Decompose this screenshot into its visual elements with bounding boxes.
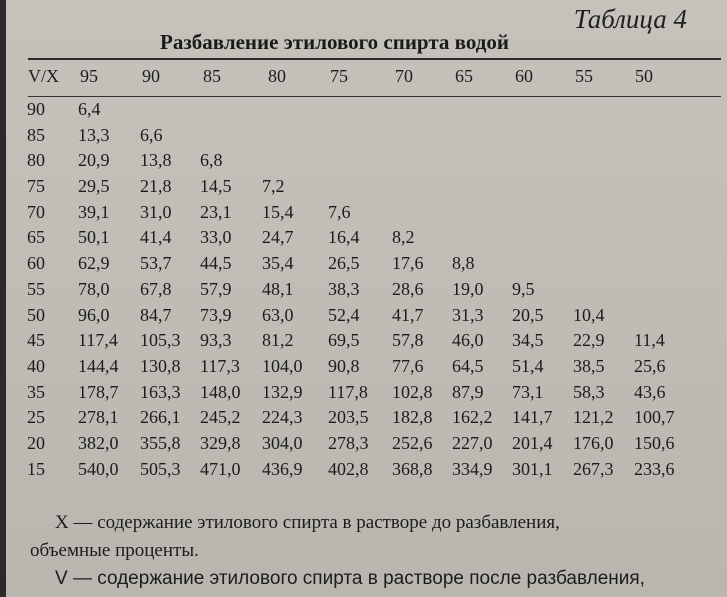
note-x-definition: X — содержание этилового спирта в растворе до разбавления, [55,512,560,533]
table-cell: 43,6 [634,381,666,402]
table-cell: 505,3 [140,458,181,479]
column-header-x50: 50 [635,66,653,86]
table-cell: 301,1 [512,458,553,479]
table-cell: 15,4 [262,201,294,222]
table-cell: 182,8 [392,407,433,428]
table-cell: 355,8 [140,432,181,453]
table-cell: 8,8 [452,253,475,274]
table-cell: 96,0 [78,304,110,325]
table-cell: 7,2 [262,176,285,197]
table-cell: 48,1 [262,278,294,299]
table-cell: 148,0 [200,381,241,402]
dilution-table [0,97,727,482]
row-label-v60: 60 [27,253,45,274]
table-cell: 10,4 [573,304,605,325]
table-cell: 334,9 [452,458,493,479]
table-cell: 7,6 [328,201,351,222]
row-label-v75: 75 [27,176,45,197]
table-row [0,225,727,251]
table-cell: 13,8 [140,150,172,171]
table-cell: 382,0 [78,432,119,453]
note-x-units: объемные проценты. [30,540,199,561]
table-title: Разбавление этилового спирта водой [160,30,509,54]
table-cell: 53,7 [140,253,172,274]
table-cell: 29,5 [78,176,110,197]
table-cell: 150,6 [634,432,675,453]
table-row [0,251,727,277]
table-cell: 278,3 [328,432,369,453]
table-cell: 100,7 [634,407,675,428]
table-row [0,200,727,226]
table-cell: 14,5 [200,176,232,197]
table-cell: 201,4 [512,432,553,453]
table-cell: 6,4 [78,99,101,119]
table-cell: 22,9 [573,330,605,351]
table-cell: 39,1 [78,201,110,222]
table-row [0,405,727,431]
table-cell: 25,6 [634,355,666,376]
row-label-v90: 90 [27,99,45,119]
row-label-v70: 70 [27,201,45,222]
table-cell: 540,0 [78,458,119,479]
table-cell: 17,6 [392,253,424,274]
table-cell: 51,4 [512,355,544,376]
column-header-x90: 90 [142,66,160,86]
table-cell: 19,0 [452,278,484,299]
table-cell: 178,7 [78,381,119,402]
table-cell: 11,4 [634,330,665,351]
table-cell: 63,0 [262,304,294,325]
table-row [0,380,727,406]
table-cell: 252,6 [392,432,433,453]
row-label-v85: 85 [27,124,45,145]
row-label-v55: 55 [27,278,45,299]
table-row [0,174,727,200]
column-header-x70: 70 [395,66,413,86]
table-cell: 104,0 [262,355,303,376]
table-cell: 162,2 [452,407,493,428]
table-row [0,97,727,123]
table-row [0,431,727,457]
row-label-v45: 45 [27,330,45,351]
column-header-x95: 95 [80,66,98,86]
note-v-definition: V — содержание этилового спирта в растворе после разбавления, [55,568,645,589]
table-cell: 436,9 [262,458,303,479]
column-header-x55: 55 [575,66,593,86]
table-cell: 26,5 [328,253,360,274]
row-label-v40: 40 [27,355,45,376]
table-cell: 73,9 [200,304,232,325]
table-cell: 402,8 [328,458,369,479]
table-cell: 163,3 [140,381,181,402]
table-cell: 20,9 [78,150,110,171]
table-cell: 132,9 [262,381,303,402]
table-cell: 117,8 [328,381,368,402]
table-row [0,328,727,354]
table-row [0,354,727,380]
table-cell: 64,5 [452,355,484,376]
table-cell: 87,9 [452,381,484,402]
column-header-x85: 85 [203,66,221,86]
column-header-x60: 60 [515,66,533,86]
table-cell: 62,9 [78,253,110,274]
table-cell: 224,3 [262,407,303,428]
table-cell: 117,3 [200,355,240,376]
table-cell: 46,0 [452,330,484,351]
table-number: Таблица 4 [573,4,687,34]
table-cell: 20,5 [512,304,544,325]
table-cell: 69,5 [328,330,360,351]
table-cell: 6,6 [140,124,163,145]
table-cell: 44,5 [200,253,232,274]
table-cell: 73,1 [512,381,544,402]
table-cell: 13,3 [78,124,110,145]
top-rule [28,58,721,60]
table-cell: 8,2 [392,227,415,248]
table-cell: 23,1 [200,201,232,222]
table-cell: 67,8 [140,278,172,299]
table-row [0,277,727,303]
table-row [0,123,727,149]
table-cell: 57,9 [200,278,232,299]
row-label-v20: 20 [27,432,45,453]
table-cell: 471,0 [200,458,241,479]
table-cell: 304,0 [262,432,303,453]
table-cell: 77,6 [392,355,424,376]
table-cell: 31,3 [452,304,484,325]
table-row [0,457,727,483]
corner-label: V/X [28,66,59,86]
table-cell: 233,6 [634,458,675,479]
column-header-x75: 75 [330,66,348,86]
table-cell: 176,0 [573,432,614,453]
table-cell: 9,5 [512,278,535,299]
row-label-v65: 65 [27,227,45,248]
table-cell: 58,3 [573,381,605,402]
table-cell: 78,0 [78,278,110,299]
table-cell: 102,8 [392,381,433,402]
row-label-v35: 35 [27,381,45,402]
row-label-v25: 25 [27,407,45,428]
table-cell: 34,5 [512,330,544,351]
table-cell: 227,0 [452,432,493,453]
table-cell: 84,7 [140,304,172,325]
table-cell: 368,8 [392,458,433,479]
column-header-x80: 80 [268,66,286,86]
table-row [0,303,727,329]
table-header-row [0,66,727,90]
table-cell: 57,8 [392,330,424,351]
table-cell: 6,8 [200,150,223,171]
row-label-v50: 50 [27,304,45,325]
table-cell: 28,6 [392,278,424,299]
table-cell: 105,3 [140,330,181,351]
row-label-v80: 80 [27,150,45,171]
table-cell: 203,5 [328,407,369,428]
table-cell: 329,8 [200,432,241,453]
table-cell: 38,5 [573,355,605,376]
table-cell: 130,8 [140,355,181,376]
table-cell: 33,0 [200,227,232,248]
table-cell: 266,1 [140,407,181,428]
table-cell: 278,1 [78,407,119,428]
table-cell: 267,3 [573,458,614,479]
table-cell: 117,4 [78,330,118,351]
table-cell: 121,2 [573,407,614,428]
table-cell: 31,0 [140,201,172,222]
table-cell: 144,4 [78,355,119,376]
table-cell: 93,3 [200,330,232,351]
table-cell: 90,8 [328,355,360,376]
table-row [0,148,727,174]
row-label-v15: 15 [27,458,45,479]
table-cell: 24,7 [262,227,294,248]
table-cell: 16,4 [328,227,360,248]
table-cell: 38,3 [328,278,360,299]
table-cell: 141,7 [512,407,553,428]
table-cell: 52,4 [328,304,360,325]
table-cell: 35,4 [262,253,294,274]
table-cell: 41,7 [392,304,424,325]
column-header-x65: 65 [455,66,473,86]
table-cell: 81,2 [262,330,294,351]
table-cell: 41,4 [140,227,172,248]
table-cell: 245,2 [200,407,241,428]
table-cell: 21,8 [140,176,172,197]
table-cell: 50,1 [78,227,110,248]
